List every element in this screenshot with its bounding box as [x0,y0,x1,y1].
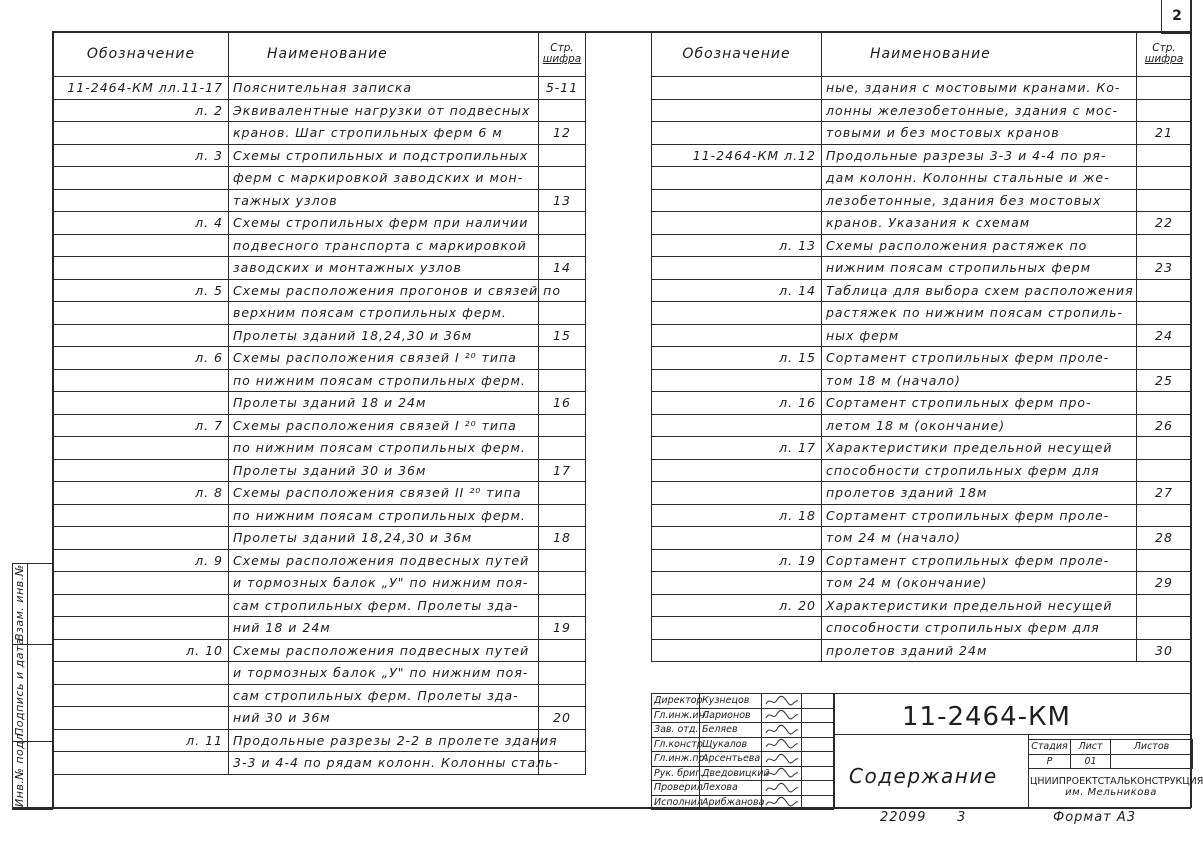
name-cell: способности стропильных ферм для [822,617,1137,640]
table-row [652,122,1192,145]
name-cell: верхним поясам стропильных ферм. [229,302,539,325]
signature-role: Исполнил [652,795,700,810]
designation-cell: л. 4 [54,212,229,235]
table-row [54,459,586,482]
signature-date [802,766,834,781]
name-cell: подвесного транспорта с маркировкой [229,234,539,257]
side-stamp-inventory: Инв.№ подл. [13,729,26,807]
designation-cell [652,99,822,122]
name-cell: Схемы расположения растяжек по [822,234,1137,257]
designation-cell: л. 9 [54,549,229,572]
designation-cell [652,414,822,437]
name-cell: Таблица для выбора схем расположения [822,279,1137,302]
name-cell: по нижним поясам стропильных ферм. [229,504,539,527]
side-stamp-replaced-inventory: Взам. инв.№ [13,564,26,641]
stage-label: Стадия [1029,740,1071,755]
table-row [54,257,586,280]
designation-cell [54,572,229,595]
page-cell [539,504,586,527]
designation-cell: л. 13 [652,234,822,257]
table-row [54,167,586,190]
signature-name: Ларионов [700,708,762,723]
page-cell: 26 [1137,414,1192,437]
table-row [652,77,1192,100]
table-row [54,549,586,572]
table-row [54,302,586,325]
name-cell: Схемы стропильных ферм при наличии [229,212,539,235]
name-cell: кранов. Шаг стропильных ферм 6 м [229,122,539,145]
designation-cell: л. 5 [54,279,229,302]
signature-mark [762,708,802,723]
sheets-value [1111,754,1193,769]
name-cell: Продольные разрезы 2-2 в пролете здания [229,729,539,752]
table-row [54,527,586,550]
name-cell: Схемы расположения связей I ²⁰ типа [229,347,539,370]
table-row [652,189,1192,212]
name-cell: заводских и монтажных узлов [229,257,539,280]
designation-cell [54,167,229,190]
designation-cell [54,504,229,527]
table-row [54,77,586,100]
designation-cell: л. 6 [54,347,229,370]
designation-cell [652,77,822,100]
header-designation: Обозначение [652,32,822,77]
signature-row [652,708,834,723]
designation-cell [54,257,229,280]
page-cell [1137,594,1192,617]
page-cell [1137,144,1192,167]
designation-cell [54,122,229,145]
designation-cell [54,752,229,775]
name-cell: Пролеты зданий 18,24,30 и 36м [229,527,539,550]
name-cell: тажных узлов [229,189,539,212]
designation-cell [54,459,229,482]
name-cell: Схемы расположения подвесных путей [229,549,539,572]
header-page: Стр. шифра [1137,32,1192,77]
table-row [652,504,1192,527]
name-cell: 3-3 и 4-4 по рядам колонн. Колонны сталь- [229,752,539,775]
page-cell [1137,279,1192,302]
signature-row [652,766,834,781]
name-cell: Схемы расположения подвесных путей [229,639,539,662]
name-cell: ний 30 и 36м [229,707,539,730]
signature-row [652,795,834,810]
table-row [54,617,586,640]
designation-cell [54,302,229,325]
name-cell: Характеристики предельной несущей [822,594,1137,617]
name-cell: Сортамент стропильных ферм проле- [822,549,1137,572]
title-block-doc-code: 11-2464-КМ [902,702,1071,732]
page-cell [1137,347,1192,370]
name-cell: способности стропильных ферм для [822,459,1137,482]
designation-cell [652,257,822,280]
designation-cell [652,167,822,190]
table-row [54,594,586,617]
page-cell: 13 [539,189,586,212]
designation-cell: л. 2 [54,99,229,122]
name-cell: Пролеты зданий 18 и 24м [229,392,539,415]
signature-date [802,737,834,752]
page-cell [539,369,586,392]
table-row [652,144,1192,167]
designation-cell: л. 7 [54,414,229,437]
signature-mark [762,723,802,738]
signature-name: Щукалов [700,737,762,752]
page-cell [1137,504,1192,527]
signature-date [802,694,834,709]
signature-mark [762,781,802,796]
signature-name: Беляев [700,723,762,738]
title-block-sheet-info [1028,739,1193,769]
name-cell: Схемы расположения связей II ²⁰ типа [229,482,539,505]
signature-name: Кузнецов [700,694,762,709]
page-cell: 12 [539,122,586,145]
page-cell: 28 [1137,527,1192,550]
table-row [54,729,586,752]
page-cell: 22 [1137,212,1192,235]
page-cell: 23 [1137,257,1192,280]
signature-mark [762,694,802,709]
designation-cell: 11-2464-КМ л.12 [652,144,822,167]
header-page: Стр. шифра [539,32,586,77]
page-cell: 18 [539,527,586,550]
name-cell: ные, здания с мостовыми кранами. Ко- [822,77,1137,100]
page-cell [1137,392,1192,415]
designation-cell [652,459,822,482]
table-row [54,324,586,347]
name-cell: Схемы расположения связей I ²⁰ типа [229,414,539,437]
page-cell: 5-11 [539,77,586,100]
name-cell: ных ферм [822,324,1137,347]
designation-cell [652,324,822,347]
designation-cell: л. 15 [652,347,822,370]
stage-value: Р [1029,754,1071,769]
table-row [54,99,586,122]
table-row [652,212,1192,235]
page-cell: 14 [539,257,586,280]
designation-cell [54,617,229,640]
name-cell: товыми и без мостовых кранов [822,122,1137,145]
name-cell: том 24 м (окончание) [822,572,1137,595]
page-cell [539,437,586,460]
page-cell [539,572,586,595]
designation-cell [54,234,229,257]
designation-cell [652,482,822,505]
table-row [54,752,586,775]
designation-cell [652,369,822,392]
table-row [54,572,586,595]
signature-name: Арибжанова [700,795,762,810]
page-cell: 17 [539,459,586,482]
signature-row [652,752,834,767]
name-cell: Сортамент стропильных ферм проле- [822,504,1137,527]
page-cell [1137,459,1192,482]
name-cell: по нижним поясам стропильных ферм. [229,437,539,460]
page-cell [1137,99,1192,122]
signature-role: Гл.констр. [652,737,700,752]
signature-date [802,708,834,723]
page-cell [539,662,586,685]
designation-cell: л. 14 [652,279,822,302]
designation-cell: л. 10 [54,639,229,662]
table-row [54,369,586,392]
table-row [652,414,1192,437]
table-row [652,639,1192,662]
name-cell: Пролеты зданий 18,24,30 и 36м [229,324,539,347]
title-block-signatures [651,693,834,810]
page-cell: 24 [1137,324,1192,347]
page-cell [539,639,586,662]
signature-role: Зав. отд. [652,723,700,738]
name-cell: том 18 м (начало) [822,369,1137,392]
table-row [652,572,1192,595]
name-cell: и тормозных балок „У" по нижним поя- [229,572,539,595]
table-row [652,437,1192,460]
page-cell [1137,549,1192,572]
table-row [54,189,586,212]
page-cell [539,347,586,370]
table-row [54,279,586,302]
signature-role: Проверил [652,781,700,796]
designation-cell [652,122,822,145]
designation-cell [652,639,822,662]
designation-cell [54,392,229,415]
designation-cell [54,369,229,392]
footer-archive-no: 22099 [880,810,927,825]
sheet-number: 2 [1172,8,1182,24]
designation-cell: л. 20 [652,594,822,617]
header-name: Наименование [822,32,1137,77]
page-cell: 29 [1137,572,1192,595]
designation-cell: л. 17 [652,437,822,460]
designation-cell: 11-2464-КМ лл.11-17 [54,77,229,100]
name-cell: Схемы стропильных и подстропильных [229,144,539,167]
table-row [652,324,1192,347]
page-cell [1137,167,1192,190]
table-row [652,617,1192,640]
designation-cell [54,707,229,730]
table-row [652,279,1192,302]
designation-cell [54,527,229,550]
page-cell [1137,77,1192,100]
designation-cell [652,527,822,550]
page-cell [539,99,586,122]
table-row [54,662,586,685]
name-cell: том 24 м (начало) [822,527,1137,550]
page-cell: 16 [539,392,586,415]
signature-role: Гл.инж.пр. [652,752,700,767]
table-row [652,527,1192,550]
designation-cell [54,324,229,347]
table-row [54,392,586,415]
name-cell: и тормозных балок „У" по нижним поя- [229,662,539,685]
name-cell: лонны железобетонные, здания с мос- [822,99,1137,122]
page-cell [539,594,586,617]
side-stamp-signature-date: Подпись и дата [13,637,26,736]
table-row [54,144,586,167]
page-cell: 21 [1137,122,1192,145]
table-row [652,347,1192,370]
signature-date [802,752,834,767]
page-cell [1137,437,1192,460]
table-row [54,707,586,730]
page-cell [539,302,586,325]
signature-row [652,781,834,796]
designation-cell [54,662,229,685]
signature-date [802,781,834,796]
name-cell: сам стропильных ферм. Пролеты зда- [229,684,539,707]
name-cell: лезобетонные, здания без мостовых [822,189,1137,212]
title-block [651,693,1203,809]
name-cell: ферм с маркировкой заводских и мон- [229,167,539,190]
signature-name: Лехова [700,781,762,796]
table-row [54,437,586,460]
signature-mark [762,795,802,810]
table-row [652,369,1192,392]
table-row [652,392,1192,415]
table-row [652,302,1192,325]
table-row [652,257,1192,280]
page-cell: 27 [1137,482,1192,505]
table-row [652,594,1192,617]
table-row [54,482,586,505]
designation-cell [652,617,822,640]
name-cell: Пояснительная записка [229,77,539,100]
left-register-table [53,31,586,775]
name-cell: Сортамент стропильных ферм проле- [822,347,1137,370]
table-row [54,504,586,527]
designation-cell [652,302,822,325]
table-row [54,684,586,707]
signature-mark [762,737,802,752]
designation-cell [54,684,229,707]
header-designation: Обозначение [54,32,229,77]
table-row [652,482,1192,505]
table-row [54,639,586,662]
name-cell: пролетов зданий 18м [822,482,1137,505]
signature-row [652,737,834,752]
signature-mark [762,752,802,767]
sheet-value: 01 [1071,754,1111,769]
designation-cell [652,212,822,235]
name-cell: Продольные разрезы 3-3 и 4-4 по ря- [822,144,1137,167]
name-cell: Характеристики предельной несущей [822,437,1137,460]
footer-format: Формат А3 [1053,810,1137,825]
page-cell [1137,302,1192,325]
page-cell [539,684,586,707]
sheets-label: Листов [1111,740,1193,755]
page-cell: 20 [539,707,586,730]
page-cell: 25 [1137,369,1192,392]
page-cell [539,414,586,437]
signature-row [652,723,834,738]
sheet-label: Лист [1071,740,1111,755]
page-cell: 30 [1137,639,1192,662]
designation-cell [652,189,822,212]
table-row [652,234,1192,257]
name-cell: Пролеты зданий 30 и 36м [229,459,539,482]
table-row [54,122,586,145]
page-cell [539,234,586,257]
designation-cell: л. 18 [652,504,822,527]
signature-name: Арсентьева [700,752,762,767]
name-cell: нижним поясам стропильных ферм [822,257,1137,280]
name-cell: кранов. Указания к схемам [822,212,1137,235]
designation-cell [54,594,229,617]
signature-role: Директор [652,694,700,709]
table-row [54,234,586,257]
page-cell [539,549,586,572]
table-row [652,99,1192,122]
designation-cell [652,572,822,595]
table-row [54,212,586,235]
page-cell [1137,617,1192,640]
designation-cell [54,437,229,460]
page-cell [1137,189,1192,212]
table-row [652,167,1192,190]
name-cell: Схемы расположения прогонов и связей по [229,279,539,302]
signature-date [802,795,834,810]
header-name: Наименование [229,32,539,77]
signature-row [652,694,834,709]
footer-copy-no: 3 [957,810,967,825]
title-block-title: Содержание [849,764,998,788]
signature-role: Гл.инж.ин. [652,708,700,723]
name-cell: Сортамент стропильных ферм про- [822,392,1137,415]
name-cell: сам стропильных ферм. Пролеты зда- [229,594,539,617]
page-cell: 15 [539,324,586,347]
side-stamp [12,563,53,810]
name-cell: дам колонн. Колонны стальные и же- [822,167,1137,190]
designation-cell: л. 8 [54,482,229,505]
designation-cell: л. 19 [652,549,822,572]
sheet-number-box [1161,0,1192,34]
page-cell [1137,234,1192,257]
name-cell: летом 18 м (окончание) [822,414,1137,437]
signature-name: Дведовицкий [700,766,762,781]
page-cell: 19 [539,617,586,640]
name-cell: растяжек по нижним поясам стропиль- [822,302,1137,325]
page-cell [539,212,586,235]
table-row [54,414,586,437]
designation-cell: л. 3 [54,144,229,167]
page-cell [539,144,586,167]
name-cell: Эквивалентные нагрузки от подвесных [229,99,539,122]
table-row [54,347,586,370]
designation-cell: л. 16 [652,392,822,415]
table-row [652,549,1192,572]
table-row [652,459,1192,482]
name-cell: по нижним поясам стропильных ферм. [229,369,539,392]
page-cell [539,482,586,505]
signature-role: Рук. бриг. [652,766,700,781]
designation-cell: л. 11 [54,729,229,752]
designation-cell [54,189,229,212]
name-cell: пролетов зданий 24м [822,639,1137,662]
right-register-table [651,31,1192,662]
name-cell: ний 18 и 24м [229,617,539,640]
page-cell [539,167,586,190]
org-name: ЦНИИПРОЕКТСТАЛЬКОНСТРУКЦИЯ им. Мельникова [1030,776,1203,798]
signature-date [802,723,834,738]
